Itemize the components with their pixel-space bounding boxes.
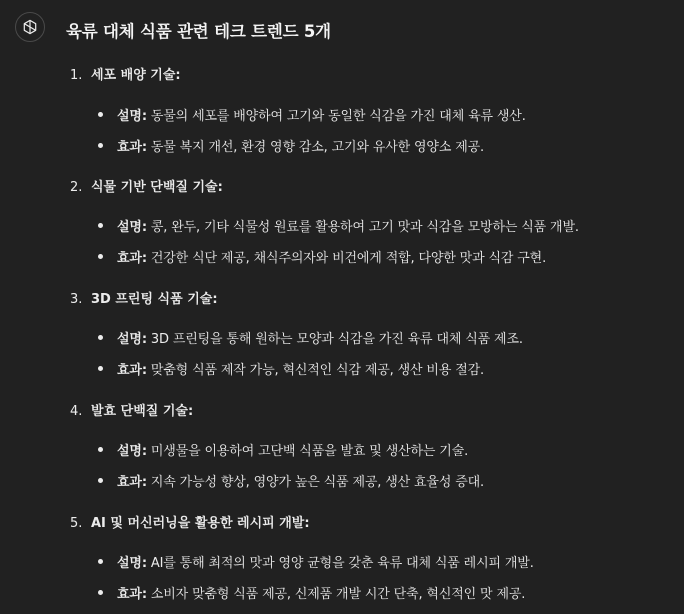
section-heading [70,512,310,531]
list-item [98,247,546,266]
bullet-dot [98,335,103,340]
bullet-text: 미생물을 이용하여 고단백 식품을 발효 및 생산하는 기술. [146,444,469,459]
section-heading [70,176,223,195]
section-heading [70,400,193,419]
section-name: 3D 프린팅 식품 기술: [91,292,218,307]
bullet-text: 소비자 맞춤형 식품 제공, 신제품 개발 시간 단축, 혁신적인 맛 제공. [146,587,526,602]
bullet-dot [98,590,103,595]
bullet-dot [98,143,103,148]
bullet-label: 설명: [117,109,147,124]
bullet-label: 효과: [117,363,147,378]
bullet-label: 효과: [117,587,147,602]
bullet-text: 맞춤형 식품 제작 가능, 혁신적인 식감 제공, 생산 비용 절감. [146,363,485,378]
list-item [98,552,534,571]
bullet-dot [98,559,103,564]
list-item [98,136,484,155]
section-number: 4. [70,404,83,419]
list-item [98,440,468,459]
bullet-text: AI를 통해 최적의 맛과 영양 균형을 갖춘 육류 대체 식품 레시피 개발. [146,556,534,571]
bullet-dot [98,366,103,371]
section-number: 1. [70,68,83,83]
bullet-dot [98,447,103,452]
bullet-label: 설명: [117,444,147,459]
section-number: 2. [70,180,83,195]
list-item [98,359,484,378]
section-name: 세포 배양 기술: [91,68,181,83]
list-item [98,105,526,124]
bullet-text: 지속 가능성 향상, 영양가 높은 식품 제공, 생산 효율성 증대. [146,475,485,490]
list-item [98,328,523,347]
bullet-text: 콩, 완두, 기타 식물성 원료를 활용하여 고기 맛과 식감을 모방하는 식품 개발. [146,220,579,235]
section-name: 식물 기반 단백질 기술: [91,180,223,195]
bullet-label: 설명: [117,220,147,235]
bullet-text: 동물의 세포를 배양하여 고기와 동일한 식감을 가진 대체 육류 생산. [146,109,526,124]
bullet-dot [98,112,103,117]
bullet-label: 설명: [117,556,147,571]
section-heading [70,64,181,83]
bullet-label: 설명: [117,332,147,347]
list-item [98,216,579,235]
list-item [98,583,525,602]
bullet-label: 효과: [117,140,147,155]
openai-logo-icon [21,18,39,36]
section-heading [70,288,218,307]
bullet-label: 효과: [117,251,147,266]
bullet-dot [98,478,103,483]
bullet-dot [98,223,103,228]
list-item [98,471,484,490]
bullet-dot [98,254,103,259]
bullet-text: 건강한 식단 제공, 채식주의자와 비건에게 적합, 다양한 맛과 식감 구현. [146,251,547,266]
section-name: 발효 단백질 기술: [91,404,194,419]
section-name: AI 및 머신러닝을 활용한 레시피 개발: [91,516,310,531]
section-number: 5. [70,516,83,531]
assistant-avatar [15,12,45,42]
section-number: 3. [70,292,83,307]
bullet-label: 효과: [117,475,147,490]
bullet-text: 동물 복지 개선, 환경 영향 감소, 고기와 유사한 영양소 제공. [146,140,485,155]
bullet-text: 3D 프린팅을 통해 원하는 모양과 식감을 가진 육류 대체 식품 제조. [146,332,523,347]
response-title: 육류 대체 식품 관련 테크 트렌드 5개 [66,22,331,41]
